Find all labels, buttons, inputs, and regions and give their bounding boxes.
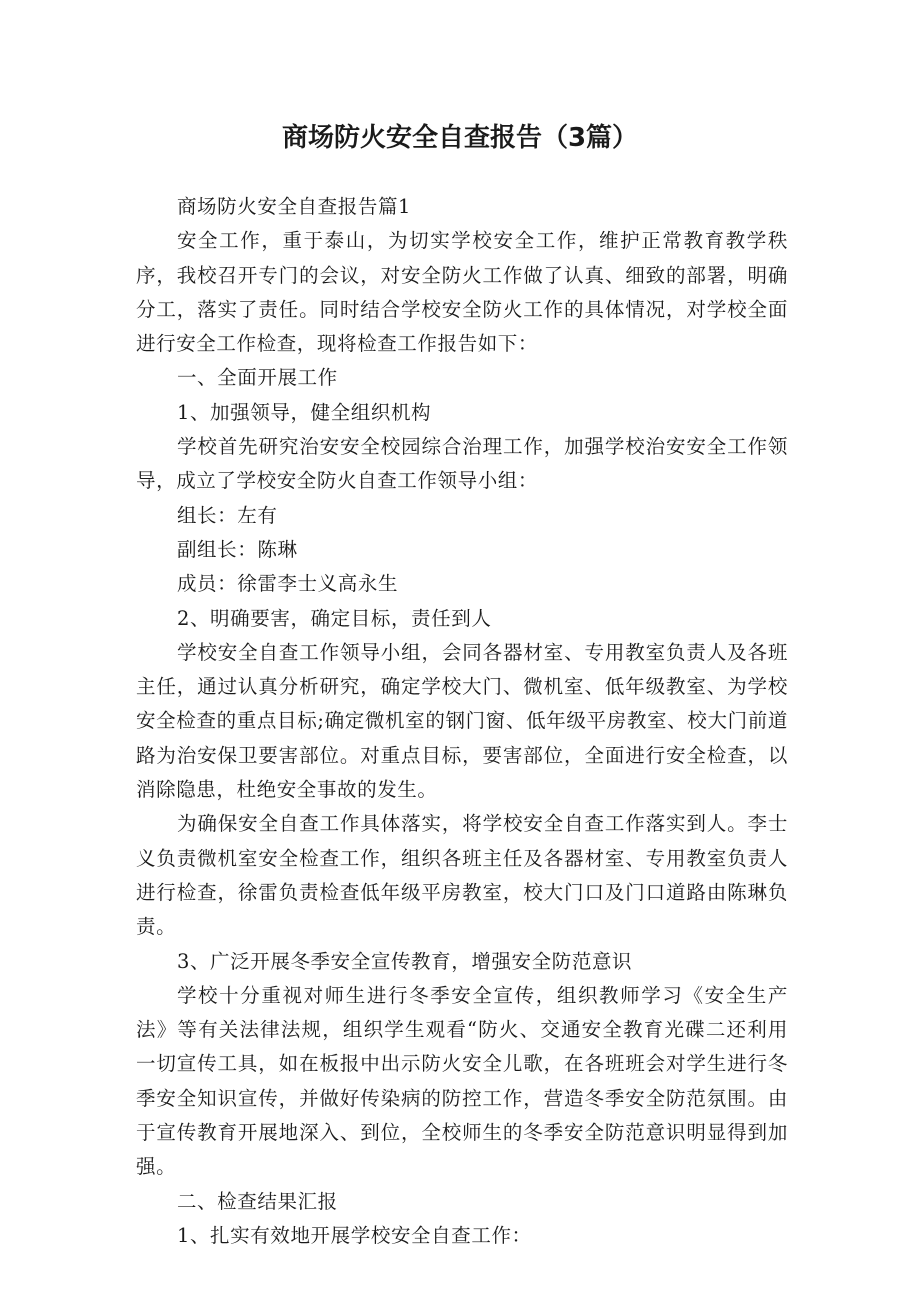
sub-heading: 2、明确要害，确定目标，责任到人 <box>176 606 492 630</box>
sub-heading: 1、加强领导，健全组织机构 <box>176 400 432 424</box>
document-body <box>136 190 788 1253</box>
list-item: 组长：左有 <box>176 503 278 527</box>
list-item: 副组长：陈琳 <box>176 537 298 561</box>
section-heading: 商场防火安全自查报告篇1 <box>176 195 412 218</box>
paragraph: 为确保安全自查工作具体落实，将学校安全自查工作落实到人。李士义负责微机室安全检查工作，组织各班主任及各器材室、专用教室负责人进行检查，徐雷负责检查低年级平房教室，校大门口及门口道路由陈琳负责。 <box>136 812 788 939</box>
document-title: 商场防火安全自查报告（3篇） <box>281 123 639 153</box>
sub-heading: 1、扎实有效地开展学校安全自查工作： <box>176 1223 532 1247</box>
list-item: 成员：徐雷李士义高永生 <box>176 572 399 596</box>
paragraph: 学校安全自查工作领导小组，会同各器材室、专用教室负责人及各班主任，通过认真分析研究，确定学校大门、微机室、低年级教室、为学校安全检查的重点目标;确定微机室的钢门窗、低年级平房教室、校大门前道路为治安保卫要害部位。对重点目标，要害部位，全面进行安全检查，以消除隐患，杜绝安全事故的发生。 <box>136 640 788 802</box>
paragraph: 学校首先研究治安安全校园综合治理工作，加强学校治安安全工作领导，成立了学校安全防火自查工作领导小组： <box>136 435 788 493</box>
section-heading: 一、全面开展工作 <box>176 366 338 390</box>
paragraph: 学校十分重视对师生进行冬季安全宣传，组织教师学习《安全生产法》等有关法律法规，组织学生观看“防火、交通安全教育光碟二还利用一切宣传工具，如在板报中出示防火安全儿歌，在各班班会对学生进行冬季安全知识宣传，并做好传染病的防控工作，营造冬季安全防范氛围。由于宣传教育开展地深入、到位，全校师生的冬季安全防范意识明显得到加强。 <box>136 983 788 1179</box>
section-heading: 二、检查结果汇报 <box>176 1189 338 1213</box>
sub-heading: 3、广泛开展冬季安全宣传教育，增强安全防范意识 <box>176 949 633 973</box>
paragraph: 安全工作，重于泰山，为切实学校安全工作，维护正常教育教学秩序，我校召开专门的会议，对安全防火工作做了认真、细致的部署，明确分工，落实了责任。同时结合学校安全防火工作的具体情况，对学校全面进行安全工作检查，现将检查工作报告如下： <box>136 229 788 356</box>
